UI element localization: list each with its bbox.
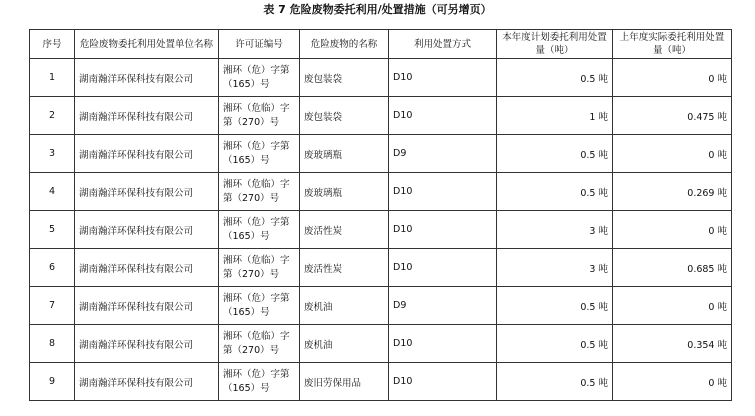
table-row: [30, 325, 732, 363]
table-row: [30, 135, 732, 173]
table-header-row: [30, 30, 732, 59]
cell-plan-qty: 0.5 吨: [497, 287, 613, 325]
cell-unit: 湖南瀚洋环保科技有限公司: [75, 59, 219, 97]
table-row: [30, 173, 732, 211]
cell-plan-qty: 3 吨: [497, 211, 613, 249]
cell-license: 湘环（危临）字第（270）号: [219, 325, 300, 363]
cell-actual-qty: 0 吨: [613, 287, 732, 325]
cell-waste-name: 废活性炭: [300, 211, 389, 249]
cell-waste-name: 废机油: [300, 325, 389, 363]
cell-license: 湘环（危）字第（165）号: [219, 59, 300, 97]
cell-license: 湘环（危）字第（165）号: [219, 363, 300, 401]
cell-actual-qty: 0.685 吨: [613, 249, 732, 287]
cell-seq: 1: [30, 59, 75, 97]
cell-plan-qty: 0.5 吨: [497, 59, 613, 97]
header-unit: 危险废物委托利用处置单位名称: [75, 30, 219, 59]
cell-actual-qty: 0 吨: [613, 59, 732, 97]
cell-plan-qty: 1 吨: [497, 97, 613, 135]
cell-method: D10: [389, 173, 497, 211]
cell-plan-qty: 0.5 吨: [497, 325, 613, 363]
cell-license: 湘环（危）字第（165）号: [219, 211, 300, 249]
cell-license: 湘环（危临）字第（270）号: [219, 249, 300, 287]
cell-actual-qty: 0.269 吨: [613, 173, 732, 211]
cell-unit: 湖南瀚洋环保科技有限公司: [75, 173, 219, 211]
table-row: [30, 59, 732, 97]
cell-waste-name: 废包装袋: [300, 59, 389, 97]
table-row: [30, 363, 732, 401]
header-license: 许可证编号: [219, 30, 300, 59]
cell-method: D10: [389, 249, 497, 287]
cell-waste-name: 废旧劳保用品: [300, 363, 389, 401]
cell-seq: 6: [30, 249, 75, 287]
cell-method: D9: [389, 135, 497, 173]
cell-seq: 4: [30, 173, 75, 211]
cell-seq: 9: [30, 363, 75, 401]
table-row: [30, 97, 732, 135]
header-plan-qty: 本年度计划委托利用处置量（吨）: [497, 30, 613, 59]
cell-license: 湘环（危）字第（165）号: [219, 135, 300, 173]
header-waste-name: 危险废物的名称: [300, 30, 389, 59]
cell-unit: 湖南瀚洋环保科技有限公司: [75, 287, 219, 325]
hazardous-waste-table: [29, 29, 732, 401]
cell-unit: 湖南瀚洋环保科技有限公司: [75, 249, 219, 287]
cell-seq: 2: [30, 97, 75, 135]
header-seq: 序号: [30, 30, 75, 59]
cell-plan-qty: 0.5 吨: [497, 173, 613, 211]
cell-method: D10: [389, 325, 497, 363]
cell-plan-qty: 0.5 吨: [497, 135, 613, 173]
cell-method: D10: [389, 59, 497, 97]
header-actual-qty: 上年度实际委托利用处置量（吨）: [613, 30, 732, 59]
table-row: [30, 211, 732, 249]
cell-seq: 8: [30, 325, 75, 363]
table-row: [30, 249, 732, 287]
cell-seq: 3: [30, 135, 75, 173]
cell-waste-name: 废机油: [300, 287, 389, 325]
cell-method: D10: [389, 363, 497, 401]
table-row: [30, 287, 732, 325]
table-title: 表 7 危险废物委托利用/处置措施（可另增页）: [263, 3, 492, 16]
cell-seq: 5: [30, 211, 75, 249]
cell-license: 湘环（危）字第（165）号: [219, 287, 300, 325]
cell-plan-qty: 3 吨: [497, 249, 613, 287]
cell-unit: 湖南瀚洋环保科技有限公司: [75, 135, 219, 173]
cell-actual-qty: 0.354 吨: [613, 325, 732, 363]
cell-actual-qty: 0.475 吨: [613, 97, 732, 135]
cell-license: 湘环（危临）字第（270）号: [219, 97, 300, 135]
cell-unit: 湖南瀚洋环保科技有限公司: [75, 363, 219, 401]
header-method: 利用处置方式: [389, 30, 497, 59]
cell-license: 湘环（危临）字第（270）号: [219, 173, 300, 211]
cell-waste-name: 废活性炭: [300, 249, 389, 287]
cell-method: D10: [389, 211, 497, 249]
cell-actual-qty: 0 吨: [613, 135, 732, 173]
cell-seq: 7: [30, 287, 75, 325]
cell-method: D9: [389, 287, 497, 325]
cell-waste-name: 废玻璃瓶: [300, 135, 389, 173]
cell-unit: 湖南瀚洋环保科技有限公司: [75, 97, 219, 135]
cell-waste-name: 废包装袋: [300, 97, 389, 135]
cell-unit: 湖南瀚洋环保科技有限公司: [75, 325, 219, 363]
cell-method: D10: [389, 97, 497, 135]
cell-waste-name: 废玻璃瓶: [300, 173, 389, 211]
cell-plan-qty: 0.5 吨: [497, 363, 613, 401]
cell-unit: 湖南瀚洋环保科技有限公司: [75, 211, 219, 249]
cell-actual-qty: 0 吨: [613, 363, 732, 401]
cell-actual-qty: 0 吨: [613, 211, 732, 249]
